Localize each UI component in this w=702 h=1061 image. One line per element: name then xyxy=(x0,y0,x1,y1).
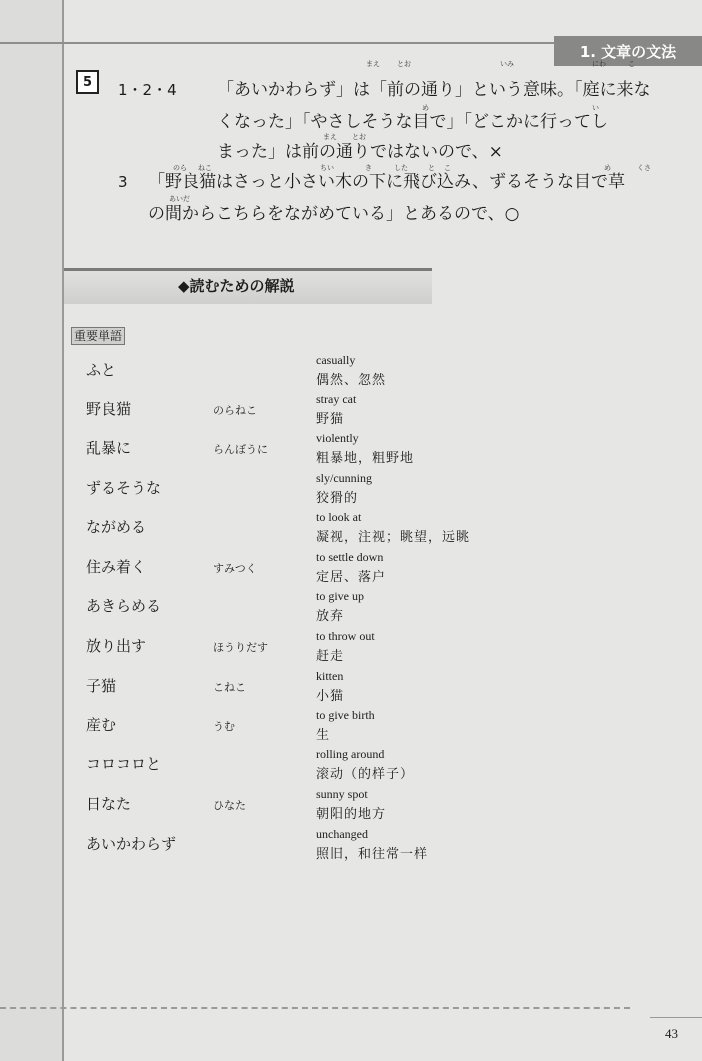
furigana: き xyxy=(365,164,372,172)
answer-choice-numbers: 1・2・4 xyxy=(118,81,177,99)
furigana: とお xyxy=(397,60,411,68)
furigana: まえ xyxy=(366,60,380,68)
vocab-chinese: 定居、落户 xyxy=(316,570,387,585)
vocab-word: 乱暴に xyxy=(86,439,132,457)
vocab-item xyxy=(0,550,702,594)
vocab-reading: らんぼうに xyxy=(213,443,268,456)
vocab-word: あいかわらず xyxy=(86,835,177,853)
vocab-item xyxy=(0,827,702,871)
vocab-english: unchanged xyxy=(316,827,368,841)
vocab-english: to give up xyxy=(316,589,364,603)
vocab-english: casually xyxy=(316,353,356,367)
furigana: と xyxy=(428,164,435,172)
vocab-reading: ほうりだす xyxy=(213,641,268,654)
furigana: した xyxy=(394,164,408,172)
vocab-item xyxy=(0,510,702,554)
furigana: ねこ xyxy=(198,164,212,172)
vocab-english: to give birth xyxy=(316,708,375,722)
vocab-chinese: 滚动（的样子） xyxy=(316,767,415,782)
vocab-item xyxy=(0,431,702,475)
answer-text-line: まった」は前の通りではないので、× xyxy=(217,142,503,162)
vocab-reading: のらねこ xyxy=(213,404,257,417)
furigana: まえ xyxy=(323,133,337,141)
furigana: のら xyxy=(173,164,187,172)
vocab-chinese: 凝视，注视；眺望，远眺 xyxy=(316,530,471,545)
chapter-tab: 1. 文章の文法 xyxy=(554,36,702,66)
section-title: ◆読むための解説 xyxy=(178,277,295,295)
answer-text-line: 「野良猫はさっと小さい木の下に飛び込み、ずるそうな目で草 xyxy=(148,172,626,192)
furigana: い xyxy=(592,104,599,112)
vocab-item xyxy=(0,708,702,752)
answer-text-line: の間からこちらをながめている」とあるので、○ xyxy=(148,204,520,224)
vocabulary-heading: 重要単語 xyxy=(71,327,125,345)
furigana: あいだ xyxy=(169,195,190,203)
vocab-item xyxy=(0,787,702,831)
vocab-chinese: 朝阳的地方 xyxy=(316,807,387,822)
vocab-chinese: 偶然、忽然 xyxy=(316,373,387,388)
vocab-chinese: 狡猾的 xyxy=(316,491,359,506)
vocab-item xyxy=(0,589,702,633)
vocab-word: あきらめる xyxy=(86,597,162,615)
vocab-word: 住み着く xyxy=(86,558,147,576)
vocab-chinese: 生 xyxy=(316,728,331,743)
vocab-word: 放り出す xyxy=(86,637,147,655)
furigana: め xyxy=(422,104,429,112)
furigana: くさ xyxy=(637,164,651,172)
vocab-english: rolling around xyxy=(316,747,385,761)
answer-number-box: 5 xyxy=(76,70,99,94)
vocab-chinese: 小猫 xyxy=(316,689,345,704)
vocab-english: sly/cunning xyxy=(316,471,372,485)
vocab-chinese: 赶走 xyxy=(316,649,345,664)
vocab-english: kitten xyxy=(316,669,344,683)
vocab-item xyxy=(0,669,702,713)
vocab-english: to look at xyxy=(316,510,362,524)
vocab-chinese: 野猫 xyxy=(316,412,345,427)
vocab-reading: うむ xyxy=(213,720,235,733)
footer-dashed-rule xyxy=(0,1007,630,1009)
furigana: ちい xyxy=(320,164,334,172)
vocab-reading: すみつく xyxy=(213,562,257,575)
furigana: いみ xyxy=(500,60,514,68)
vocab-chinese: 照旧，和往常一样 xyxy=(316,847,429,862)
page-number-rule xyxy=(650,1017,702,1018)
vocab-word: 子猫 xyxy=(86,677,117,695)
vocab-word: 日なた xyxy=(86,795,132,813)
page-number: 43 xyxy=(665,1026,678,1041)
furigana: め xyxy=(604,164,611,172)
answer-text-line: くなった」「やさしそうな目で」「どこかに行ってし xyxy=(217,112,608,132)
vocab-item xyxy=(0,471,702,515)
vocab-word: ながめる xyxy=(86,518,147,536)
furigana: こ xyxy=(444,164,451,172)
answer-choice-number: 3 xyxy=(118,173,128,191)
vocab-reading: ひなた xyxy=(213,799,246,812)
furigana: にわ xyxy=(592,60,606,68)
answer-text-line: 「あいかわらず」は「前の通り」という意味。「庭に来な xyxy=(217,80,651,100)
vocab-english: to settle down xyxy=(316,550,384,564)
vocab-item xyxy=(0,392,702,436)
vocab-english: violently xyxy=(316,431,359,445)
vocab-chinese: 放弃 xyxy=(316,609,345,624)
vocab-word: コロコロと xyxy=(86,755,162,773)
vocab-chinese: 粗暴地，粗野地 xyxy=(316,451,415,466)
vocab-word: ふと xyxy=(86,361,117,379)
vocab-word: 野良猫 xyxy=(86,400,132,418)
vocab-english: sunny spot xyxy=(316,787,368,801)
vocab-word: 産む xyxy=(86,716,117,734)
furigana: こ xyxy=(628,60,635,68)
vocab-english: stray cat xyxy=(316,392,357,406)
vocab-reading: こねこ xyxy=(213,681,246,694)
vocab-word: ずるそうな xyxy=(86,479,162,497)
vocab-item xyxy=(0,747,702,791)
furigana: とお xyxy=(352,133,366,141)
vocab-item xyxy=(0,629,702,673)
vocab-english: to throw out xyxy=(316,629,375,643)
vocab-item xyxy=(0,353,702,397)
